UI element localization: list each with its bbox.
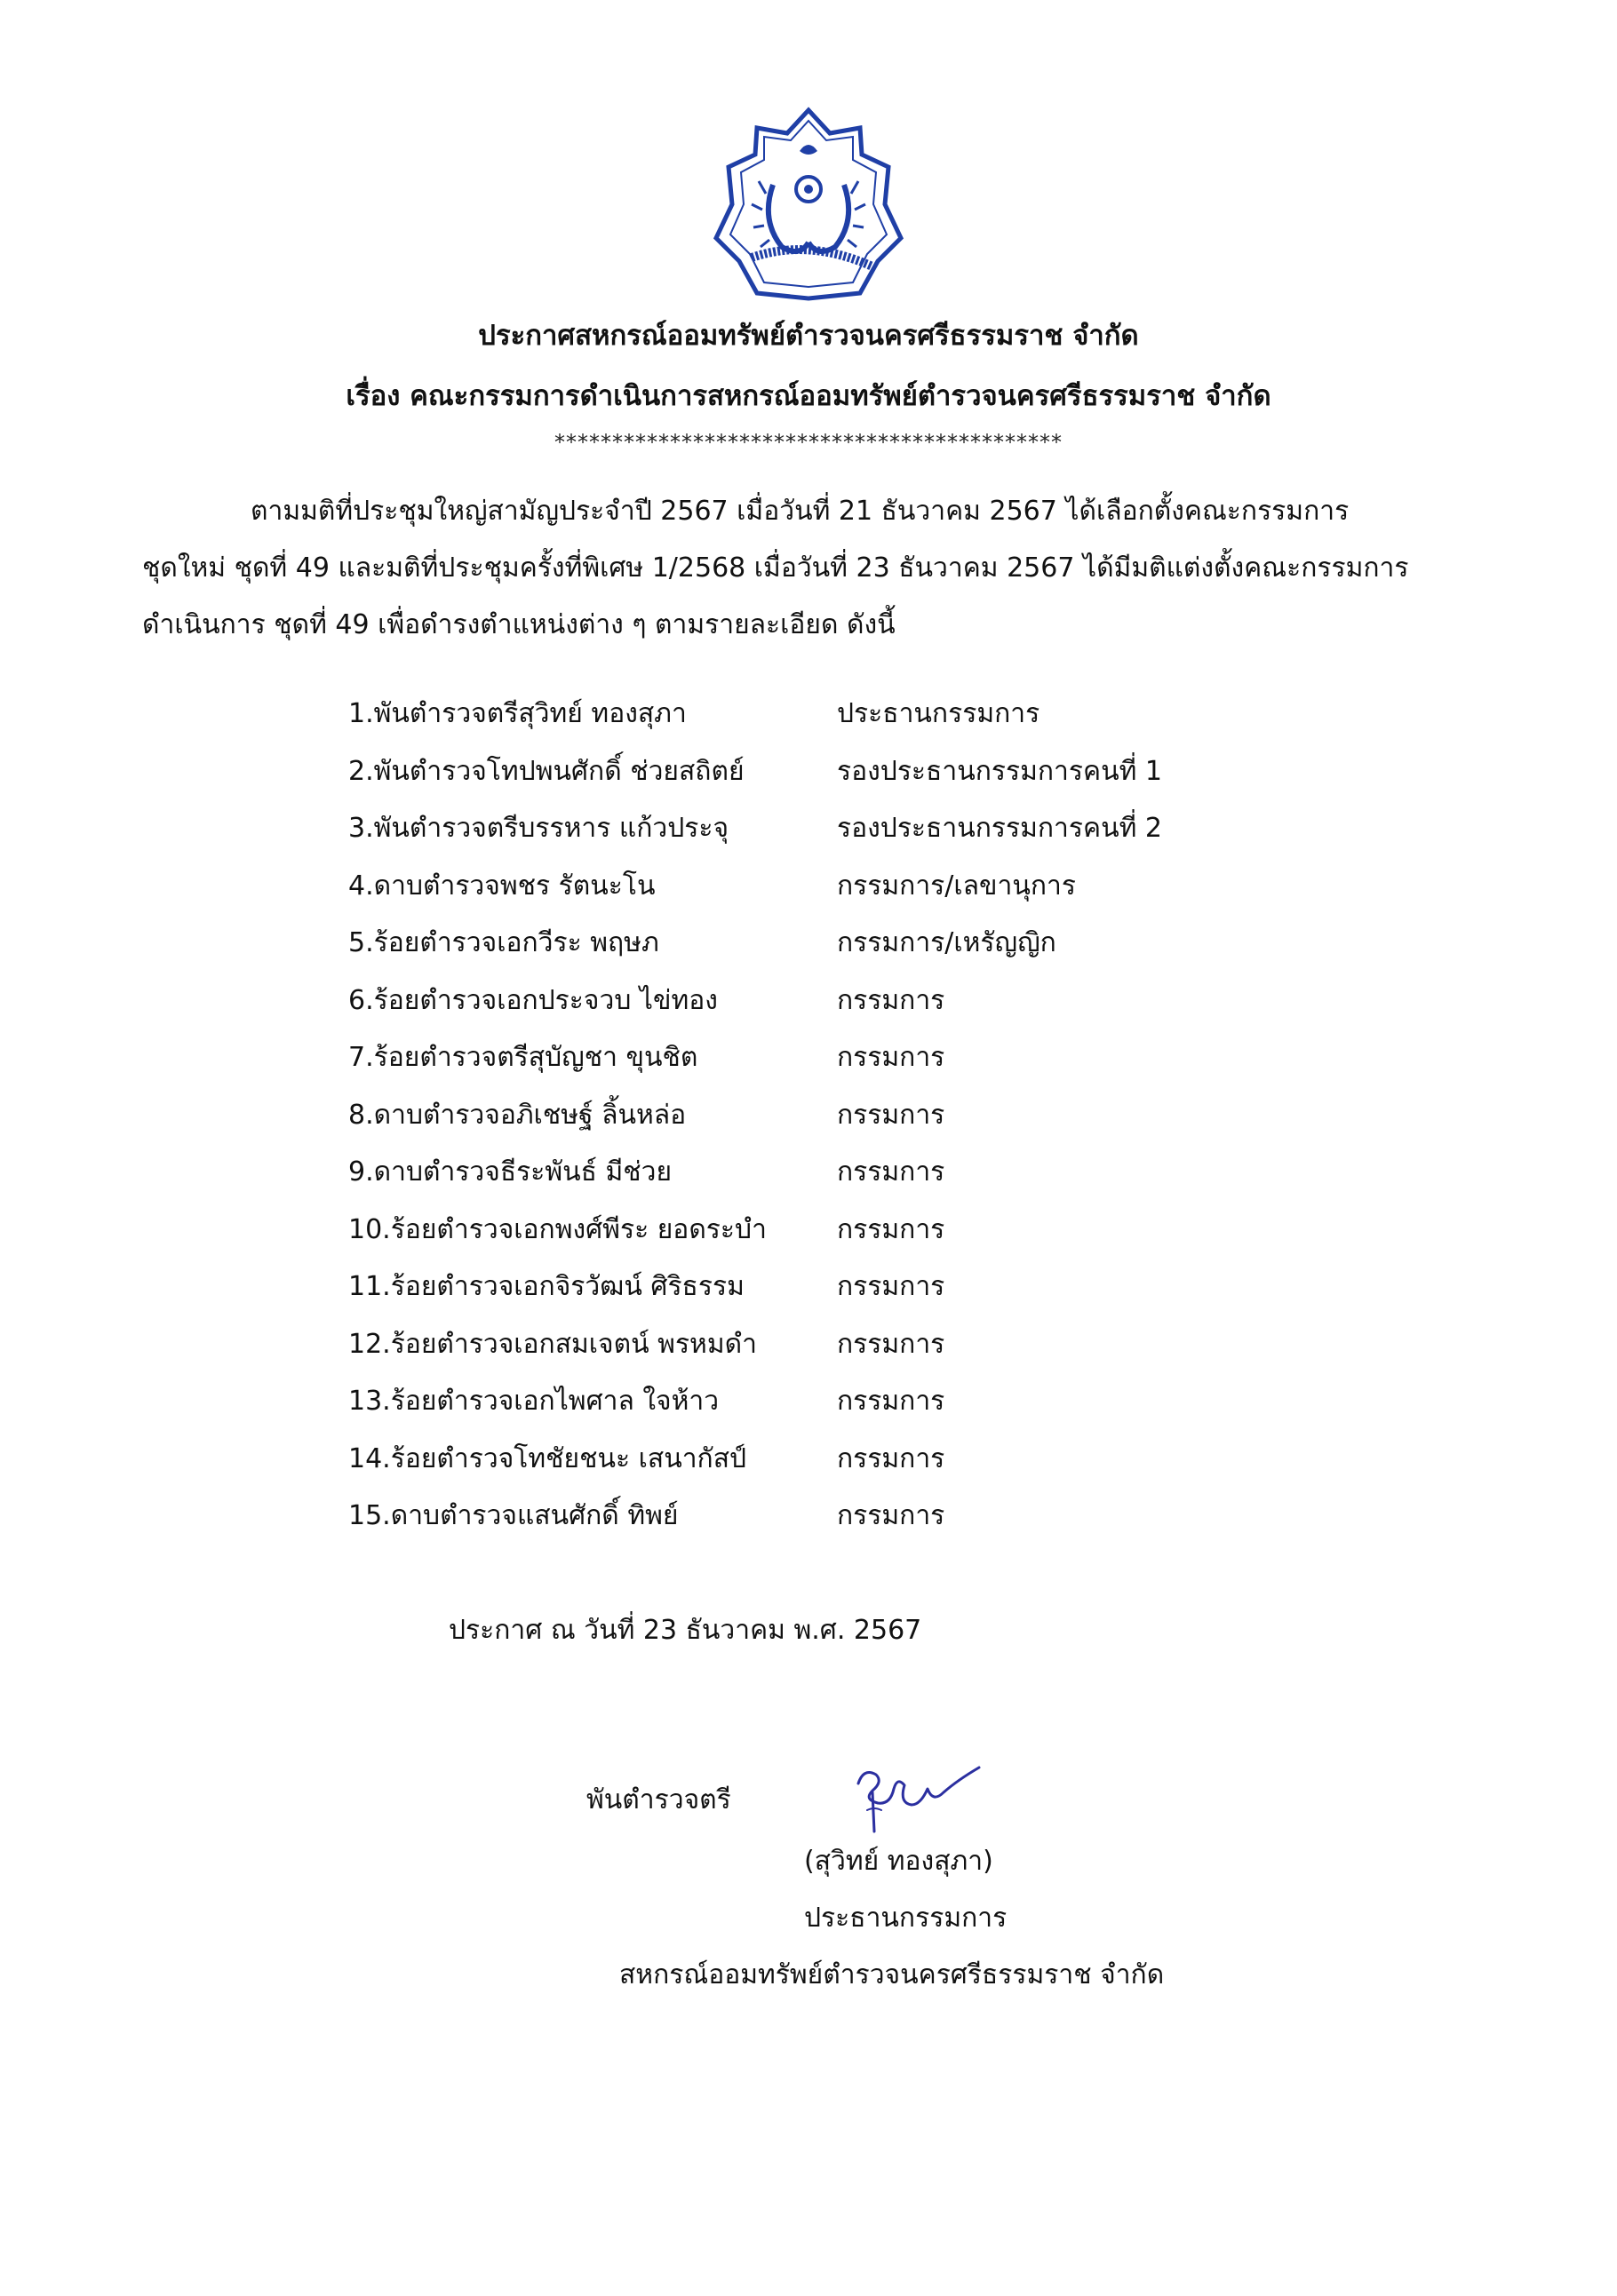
member-position: กรรมการ — [837, 1213, 945, 1245]
committee-member-row — [348, 1323, 1326, 1381]
committee-member-row — [348, 1380, 1326, 1438]
separator-line: ******************************************** — [554, 430, 1063, 455]
committee-member-row — [348, 922, 1326, 980]
member-position: กรรมการ — [837, 1156, 945, 1188]
committee-member-row — [348, 1438, 1326, 1496]
member-position: กรรมการ/เหรัญญิก — [837, 927, 1056, 958]
member-position: กรรมการ — [837, 1042, 945, 1073]
member-position: รองประธานกรรมการคนที่ 2 — [837, 813, 1162, 844]
committee-list — [348, 693, 1326, 1553]
member-position: ประธานกรรมการ — [837, 698, 1040, 729]
member-name: 13.ร้อยตำรวจเอกไพศาล ใจห้าว — [348, 1386, 720, 1417]
member-name: 5.ร้อยตำรวจเอกวีระ พฤษภ — [348, 927, 659, 958]
member-position: กรรมการ — [837, 1271, 945, 1302]
body-line-1: ตามมติที่ประชุมใหญ่สามัญประจำปี 2567 เมื่อวันที่ 21 ธันวาคม 2567 ได้เลือกตั้งคณะกรรมการ — [251, 496, 1350, 527]
member-name: 2.พันตำรวจโทปพนศักดิ์ ช่วยสถิตย์ — [348, 755, 745, 787]
member-position: รองประธานกรรมการคนที่ 1 — [837, 755, 1162, 787]
member-name: 1.พันตำรวจตรีสุวิทย์ ทองสุภา — [348, 698, 687, 729]
member-position: กรรมการ/เลขานุการ — [837, 870, 1077, 902]
member-name: 7.ร้อยตำรวจตรีสุบัญชา ขุนชิต — [348, 1042, 698, 1073]
committee-member-row — [348, 1151, 1326, 1209]
signer-organization: สหกรณ์ออมทรัพย์ตำรวจนครศรีธรรมราช จำกัด — [619, 1959, 1165, 1990]
member-name: 8.ดาบตำรวจอภิเชษฐ์ ลิ้นหล่อ — [348, 1099, 687, 1131]
committee-member-row — [348, 807, 1326, 865]
signer-rank: พันตำรวจตรี — [586, 1784, 731, 1815]
member-name: 15.ดาบตำรวจแสนศักดิ์ ทิพย์ — [348, 1500, 679, 1531]
handwritten-signature-icon — [842, 1757, 998, 1837]
signer-position: ประธานกรรมการ — [804, 1903, 1008, 1934]
body-line-2: ชุดใหม่ ชุดที่ 49 และมติที่ประชุมครั้งที่พิเศษ 1/2568 เมื่อวันที่ 23 ธันวาคม 2567 ได้มีมติแต่งตั้งคณะกรรมการ — [142, 552, 1409, 584]
signer-name: (สุวิทย์ ทองสุภา) — [804, 1846, 993, 1877]
committee-member-row — [348, 980, 1326, 1037]
cooperative-emblem-icon — [711, 105, 906, 305]
body-line-3: ดำเนินการ ชุดที่ 49 เพื่อดำรงตำแหน่งต่าง ๆ ตามรายละเอียด ดังนี้ — [142, 609, 896, 640]
member-position: กรรมการ — [837, 1442, 945, 1474]
member-position: กรรมการ — [837, 1328, 945, 1360]
member-position: กรรมการ — [837, 1099, 945, 1131]
committee-member-row — [348, 1094, 1326, 1152]
committee-member-row — [348, 693, 1326, 751]
committee-member-row — [348, 751, 1326, 808]
member-position: กรรมการ — [837, 1500, 945, 1531]
committee-member-row — [348, 1266, 1326, 1323]
committee-member-row — [348, 1495, 1326, 1553]
committee-member-row — [348, 1209, 1326, 1267]
member-name: 6.ร้อยตำรวจเอกประจวบ ไข่ทอง — [348, 984, 718, 1016]
member-name: 11.ร้อยตำรวจเอกจิรวัฒน์ ศิริธรรม — [348, 1271, 745, 1302]
announcement-date: ประกาศ ณ วันที่ 23 ธันวาคม พ.ศ. 2567 — [449, 1615, 922, 1646]
member-name: 12.ร้อยตำรวจเอกสมเจตน์ พรหมดำ — [348, 1328, 757, 1360]
member-name: 3.พันตำรวจตรีบรรหาร แก้วประจุ — [348, 813, 729, 844]
member-position: กรรมการ — [837, 984, 945, 1016]
member-position: กรรมการ — [837, 1386, 945, 1417]
member-name: 10.ร้อยตำรวจเอกพงศ์พีระ ยอดระบำ — [348, 1213, 767, 1245]
member-name: 14.ร้อยตำรวจโทชัยชนะ เสนากัสป์ — [348, 1442, 747, 1474]
member-name: 4.ดาบตำรวจพชร รัตนะโน — [348, 870, 656, 902]
member-name: 9.ดาบตำรวจธีระพันธ์ มีช่วย — [348, 1156, 673, 1188]
committee-member-row — [348, 1037, 1326, 1094]
announcement-title: ประกาศสหกรณ์ออมทรัพย์ตำรวจนครศรีธรรมราช จำกัด — [478, 320, 1139, 352]
committee-member-row — [348, 865, 1326, 923]
announcement-subject: เรื่อง คณะกรรมการดำเนินการสหกรณ์ออมทรัพย์ตำรวจนครศรีธรรมราช จำกัด — [346, 380, 1271, 412]
